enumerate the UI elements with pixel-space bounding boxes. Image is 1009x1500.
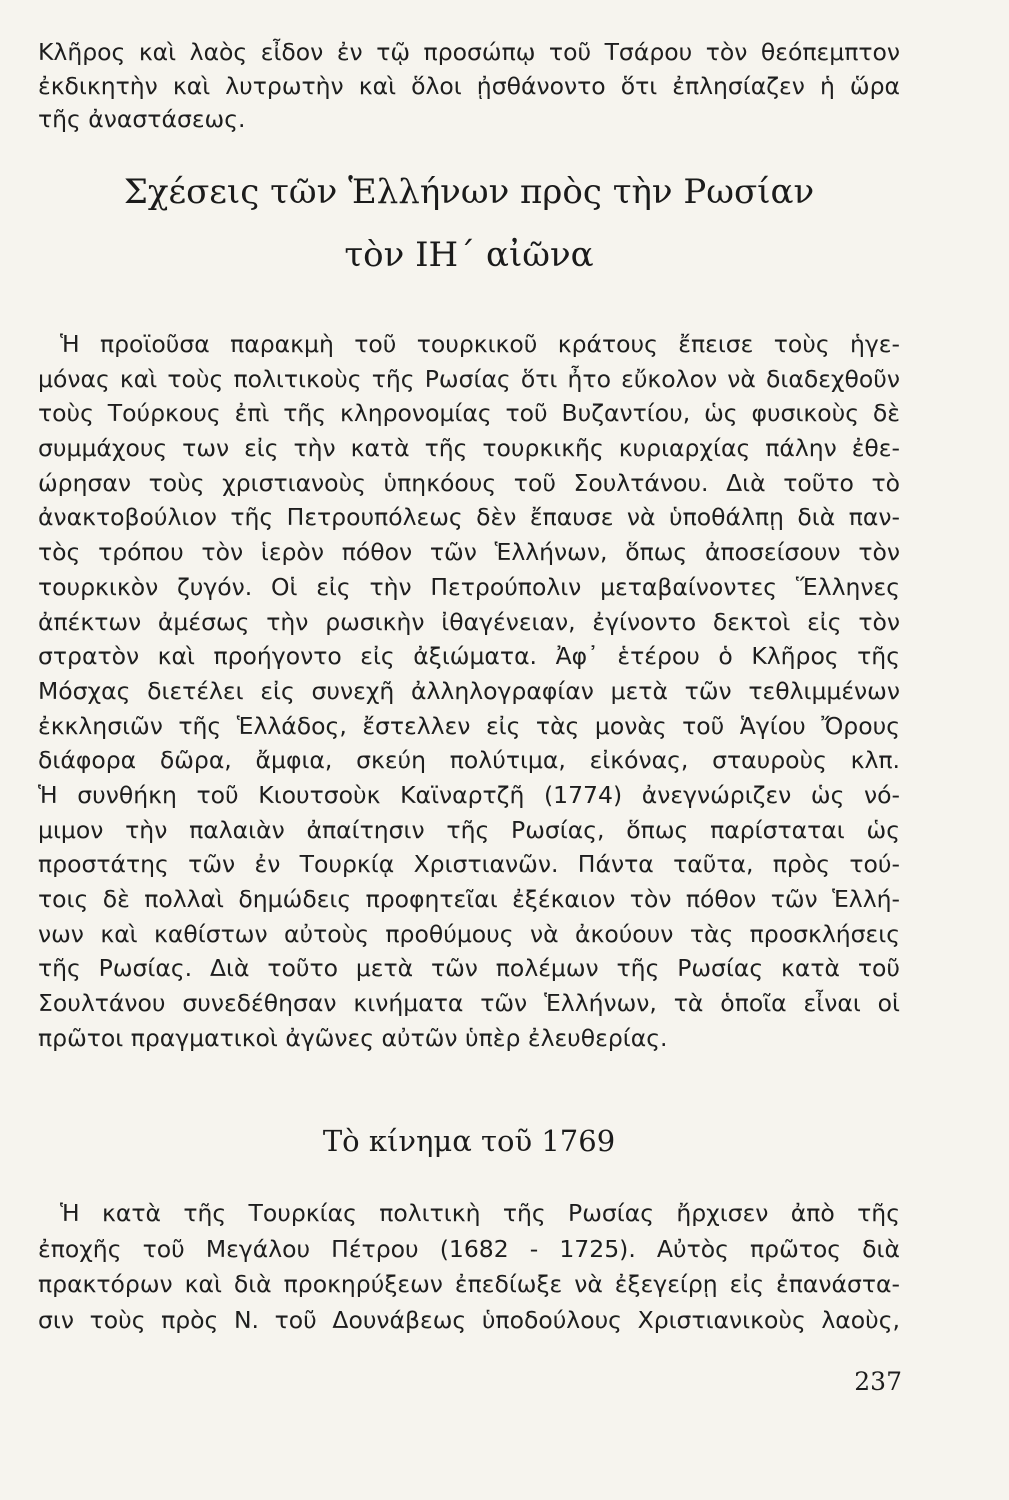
opening-paragraph [38, 36, 900, 137]
section-paragraph [38, 1196, 900, 1338]
page-number: 237 [854, 1367, 902, 1396]
text-line: πρῶτοι πραγματικοὶ ἀγῶνες αὐτῶν ὑπὲρ ἐλευθερίας. [38, 1023, 668, 1052]
text-line: Κλῆρος καὶ λαὸς εἶδον ἐν τῷ προσώπῳ τοῦ Τσάρου τὸν θεόπεμπτον [38, 38, 900, 66]
text-line: συμμάχους των εἰς τὴν κατὰ τῆς τουρκικῆς κυριαρχίας πάλην ἐθε- [38, 434, 900, 463]
text-line: διάφορα δῶρα, ἄμφια, σκεύη πολύτιμα, εἰκόνας, σταυροὺς κλπ. [38, 746, 900, 775]
text-line: ἐκδικητὴν καὶ λυτρωτὴν καὶ ὅλοι ᾐσθάνοντο ὅτι ἐπλησίαζεν ἡ ὥρα [38, 71, 900, 100]
text-line: Ἡ συνθήκη τοῦ Κιουτσοὺκ Καϊναρτζῆ (1774) ἀνεγνώριζεν ὡς νό- [38, 780, 900, 809]
text-line: προστάτης τῶν ἐν Τουρκίᾳ Χριστιανῶν. Πάντα ταῦτα, πρὸς τού- [38, 850, 900, 879]
text-line: τῆς Ρωσίας. Διὰ τοῦτο μετὰ τῶν πολέμων τῆς Ρωσίας κατὰ τοῦ [38, 954, 900, 983]
text-line: Ἡ προϊοῦσα παρακμὴ τοῦ τουρκικοῦ κράτους ἔπεισε τοὺς ἡγε- [60, 330, 900, 358]
text-line: τοὺς Τούρκους ἐπὶ τῆς κληρονομίας τοῦ Βυζαντίου, ὡς φυσικοὺς δὲ [38, 399, 900, 428]
text-line: Μόσχας διετέλει εἰς συνεχῆ ἀλληλογραφίαν μετὰ τῶν τεθλιμμένων [38, 676, 900, 705]
text-line: ἀνακτοβούλιον τῆς Πετρουπόλεως δὲν ἔπαυσε νὰ ὑποθάλπῃ διὰ παν- [38, 503, 900, 532]
text-line: ώρησαν τοὺς χριστιανοὺς ὑπηκόους τοῦ Σουλτάνου. Διὰ τοῦτο τὸ [38, 468, 900, 497]
text-line: τῆς ἀναστάσεως. [38, 105, 246, 134]
text-line: νων καὶ καθίστων αὐτοὺς προθύμους νὰ ἀκούουν τὰς προσκλήσεις [38, 919, 900, 948]
text-line: πρακτόρων καὶ διὰ προκηρύξεων ἐπεδίωξε νὰ ἐξεγείρῃ εἰς ἐπανάστα- [38, 1270, 900, 1298]
text-line: ἐκκλησιῶν τῆς Ἑλλάδος, ἔστελλεν εἰς τὰς μονὰς τοῦ Ἁγίου Ὄρους [38, 711, 900, 740]
text-line: στρατὸν καὶ προήγοντο εἰς ἀξιώματα. Ἀφ᾽ ἑτέρου ὁ Κλῆρος τῆς [38, 642, 900, 671]
text-line: Σουλτάνου συνεδέθησαν κινήματα τῶν Ἑλλήνων, τὰ ὁποῖα εἶναι οἱ [38, 989, 900, 1018]
section-heading-line: Σχέσεις τῶν Ἑλλήνων πρὸς τὴν Ρωσίαν [123, 172, 815, 212]
text-line: τουρκικὸν ζυγόν. Οἱ εἰς τὴν Πετρούπολιν μεταβαίνοντες Ἕλληνες [38, 572, 900, 601]
text-line: τὸς τρόπου τὸν ἱερὸν πόθον τῶν Ἑλλήνων, ὅπως ἀποσείσουν τὸν [38, 538, 900, 567]
text-line: ἐποχῆς τοῦ Μεγάλου Πέτρου (1682 - 1725). Αὐτὸς πρῶτος διὰ [38, 1234, 900, 1263]
text-line: τοις δὲ πολλαὶ δημώδεις προφητεῖαι ἐξέκαιον τὸν πόθον τῶν Ἑλλή- [38, 885, 900, 913]
text-line: Ἡ κατὰ τῆς Τουρκίας πολιτικὴ τῆς Ρωσίας ἤρχισεν ἀπὸ τῆς [60, 1199, 900, 1227]
section-heading-line: τὸν ΙΗ΄ αἰῶνα [344, 235, 594, 275]
text-line: σιν τοὺς πρὸς Ν. τοῦ Δουνάβεως ὑποδούλους Χριστιανικοὺς λαοὺς, [38, 1305, 900, 1334]
text-line: ἀπέκτων ἀμέσως τὴν ρωσικὴν ἰθαγένειαν, ἐγίνοντο δεκτοὶ εἰς τὸν [38, 607, 900, 636]
text-line: μιμον τὴν παλαιὰν ἀπαίτησιν τῆς Ρωσίας, ὅπως παρίσταται ὡς [38, 815, 900, 844]
text-line: μόνας καὶ τοὺς πολιτικοὺς τῆς Ρωσίας ὅτι ἦτο εὔκολον νὰ διαδεχθοῦν [38, 364, 900, 393]
section-heading: Τὸ κίνημα τοῦ 1769 [322, 1124, 616, 1158]
section-paragraph [38, 327, 900, 1055]
